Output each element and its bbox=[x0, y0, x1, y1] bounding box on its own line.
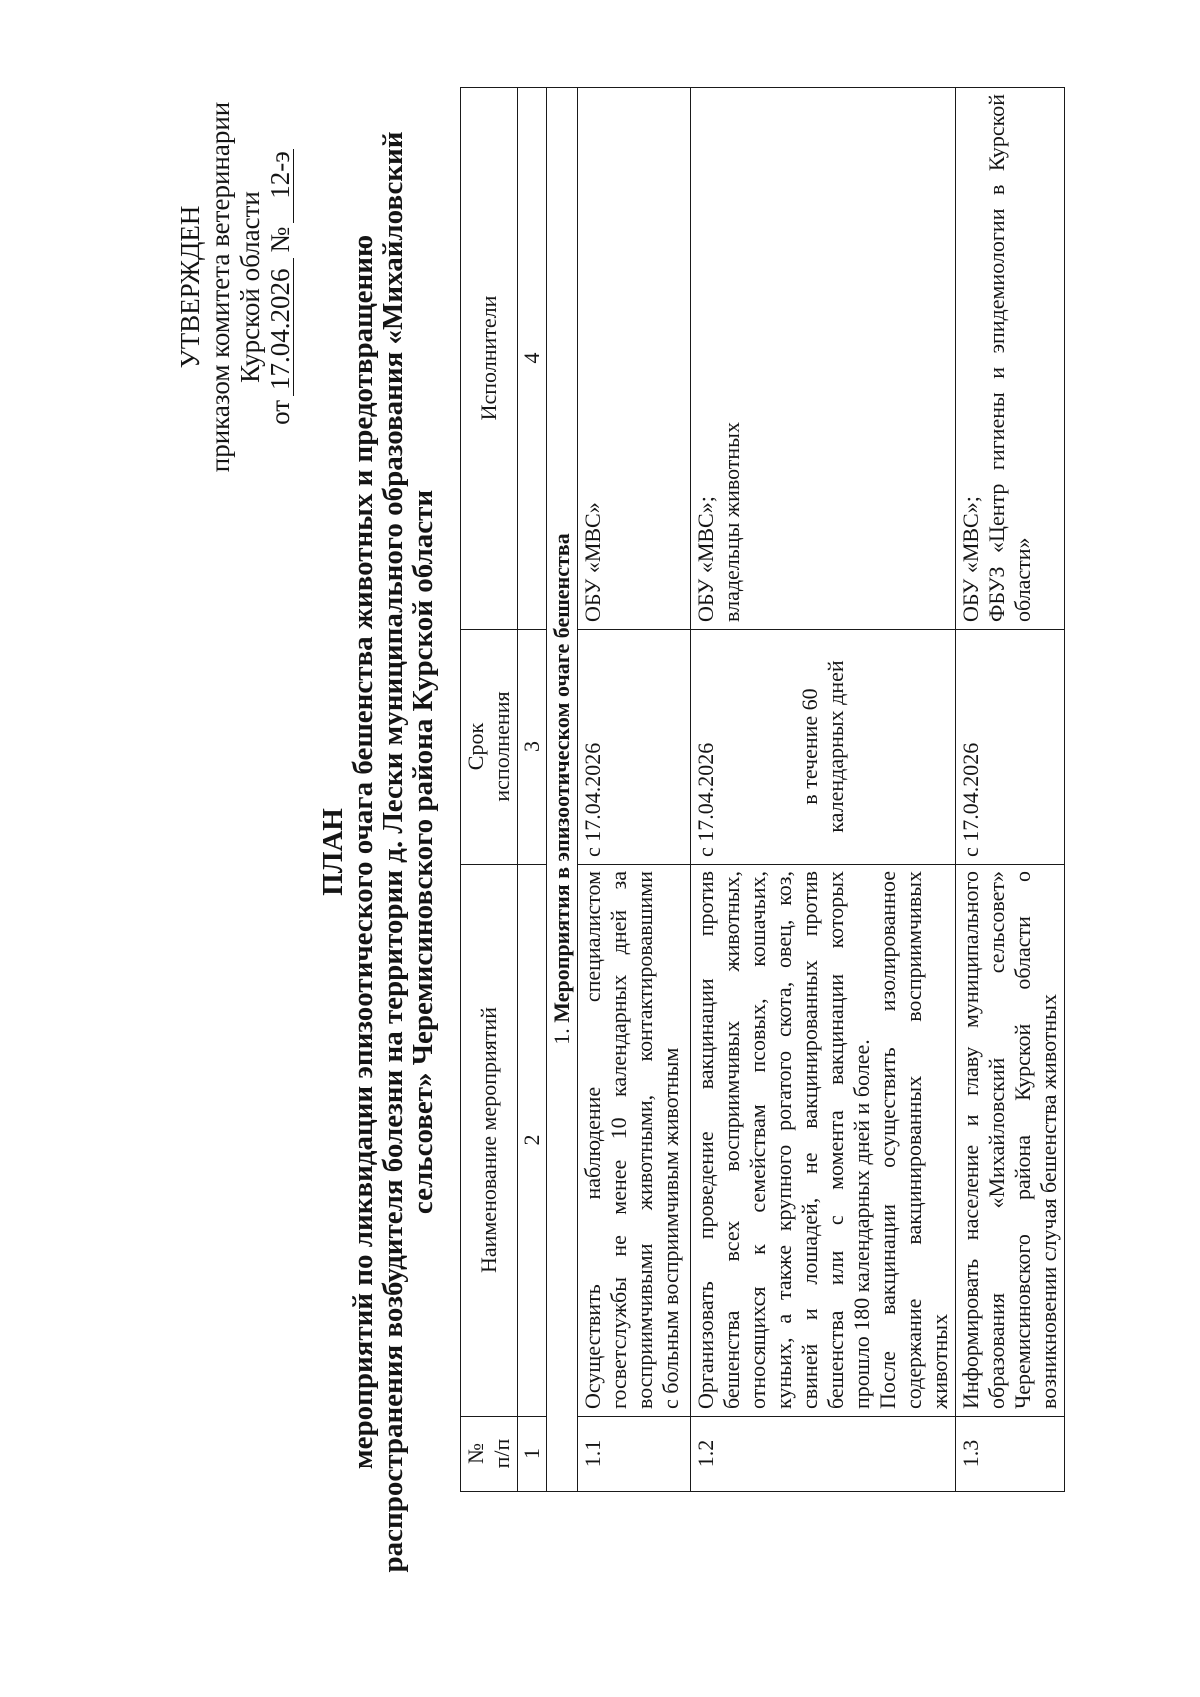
table-header bbox=[461, 88, 518, 1492]
action-line: возникновении случая бешенства животных bbox=[1036, 994, 1061, 1409]
executors-cell bbox=[578, 88, 691, 630]
executor-line: ОБУ «МВС»; bbox=[693, 496, 718, 622]
executors-cell bbox=[691, 88, 956, 630]
action-cell bbox=[578, 865, 691, 1417]
column-number: 4 bbox=[518, 88, 547, 630]
row-number-cell bbox=[956, 1417, 1065, 1492]
approval-number-prefix: № bbox=[265, 226, 295, 253]
action-line: относящихся к семействам псовых, кошачьих, bbox=[745, 871, 770, 1409]
action-line: куньих, а также крупного рогатого скота, овец, коз, bbox=[771, 871, 796, 1409]
action-line: прошло 180 календарных дней и более. bbox=[849, 1039, 874, 1409]
section-number: 1. bbox=[549, 1028, 574, 1045]
table-row bbox=[691, 88, 956, 1492]
deadline-cell bbox=[956, 630, 1065, 865]
executor-line: ФБУЗ «Центр гигиены и эпидемиологии в Курской bbox=[984, 94, 1009, 622]
section-heading bbox=[547, 88, 578, 1492]
action-line: животных bbox=[927, 1313, 952, 1409]
row-number-cell bbox=[578, 1417, 691, 1492]
row-number: 1.1 bbox=[580, 1439, 605, 1468]
approval-date-line bbox=[265, 37, 295, 537]
column-number: 1 bbox=[518, 1417, 547, 1492]
deadline-date: с 17.04.2026 bbox=[580, 742, 605, 857]
row-number: 1.3 bbox=[958, 1439, 983, 1468]
header-deadline-line: Срок bbox=[463, 722, 488, 771]
table-body bbox=[518, 88, 1065, 1492]
section-row bbox=[547, 88, 578, 1492]
plan-heading bbox=[318, 52, 438, 1652]
row-number: 1.2 bbox=[693, 1439, 718, 1468]
action-line: госветслужбы не менее 10 календарных дней за bbox=[606, 871, 631, 1409]
header-action bbox=[461, 865, 518, 1417]
approval-title: УТВЕРЖДЕН bbox=[175, 205, 205, 369]
header-row bbox=[461, 88, 518, 1492]
header-number bbox=[461, 1417, 518, 1492]
table-row bbox=[956, 88, 1065, 1492]
approval-order-line: приказом комитета ветеринарии bbox=[205, 101, 235, 473]
header-action-line: Наименование мероприятий bbox=[476, 1006, 501, 1274]
column-number: 2 bbox=[518, 865, 547, 1417]
action-line: Черемисиновского района Курской области о bbox=[1010, 871, 1035, 1409]
action-cell bbox=[956, 865, 1065, 1417]
action-cell bbox=[691, 865, 956, 1417]
approval-block bbox=[175, 37, 295, 537]
action-line: Осуществить наблюдение специалистом bbox=[580, 871, 605, 1409]
action-line: Информировать население и главу муниципального bbox=[958, 871, 983, 1409]
row-number-cell bbox=[691, 1417, 956, 1492]
executor-line: ОБУ «МВС»; bbox=[958, 496, 983, 622]
deadline-date: с 17.04.2026 bbox=[958, 742, 983, 857]
header-deadline-line: исполнения bbox=[489, 691, 514, 802]
column-number: 3 bbox=[518, 630, 547, 865]
action-line: После вакцинации осуществить изолированное bbox=[875, 871, 900, 1409]
deadline-date: с 17.04.2026 bbox=[693, 742, 718, 857]
action-line: бешенства или с момента вакцинации которых bbox=[823, 871, 848, 1409]
deadline-cell bbox=[578, 630, 691, 865]
header-executors bbox=[461, 88, 518, 630]
plan-subtitle-line: распространения возбудителя болезни на территории д. Лески муниципального образования «Михайловский bbox=[377, 131, 409, 1573]
header-deadline bbox=[461, 630, 518, 865]
approval-region-line: Курской области bbox=[235, 191, 265, 383]
executors-cell bbox=[956, 88, 1065, 630]
action-line: восприимчивыми животными, контактировавшими bbox=[632, 871, 657, 1409]
header-executors-line: Исполнители bbox=[476, 295, 501, 421]
header-number-line: № bbox=[463, 1443, 488, 1464]
plan-subtitle-line: сельсовет» Черемисиновского района Курской области bbox=[407, 489, 439, 1215]
executor-line: области» bbox=[1010, 537, 1035, 622]
deadline-cell bbox=[691, 630, 956, 865]
action-line: с больным восприимчивым животным bbox=[658, 1047, 683, 1409]
executor-line: владельцы животных bbox=[719, 422, 744, 622]
approval-date: 17.04.2026 bbox=[268, 258, 294, 396]
action-line: свиней и лошадей, не вакцинированных против bbox=[797, 871, 822, 1409]
plan-title: ПЛАН bbox=[317, 808, 349, 896]
measures-table bbox=[460, 87, 1065, 1492]
approval-number: 12-э bbox=[268, 149, 294, 223]
column-number-row bbox=[518, 88, 547, 1492]
executor-line: ОБУ «МВС» bbox=[580, 502, 605, 622]
approval-date-prefix: от bbox=[265, 399, 295, 425]
action-line: бешенства всех восприимчивых животных, bbox=[719, 871, 744, 1409]
section-title: Мероприятия в эпизоотическом очаге бешенства bbox=[549, 533, 574, 1023]
action-line: содержание вакцинированных восприимчивых bbox=[901, 871, 926, 1409]
header-number-line: п/п bbox=[489, 1438, 514, 1469]
deadline-period-line: в течение 60 bbox=[797, 688, 822, 805]
deadline-period-line: календарных дней bbox=[823, 660, 848, 833]
plan-subtitle-line: мероприятий по ликвидации эпизоотического очага бешенства животных и предотвращению bbox=[347, 234, 379, 1470]
action-line: образования «Михайловский сельсовет» bbox=[984, 871, 1009, 1409]
table-row bbox=[578, 88, 691, 1492]
action-line: Организовать проведение вакцинации против bbox=[693, 871, 718, 1409]
